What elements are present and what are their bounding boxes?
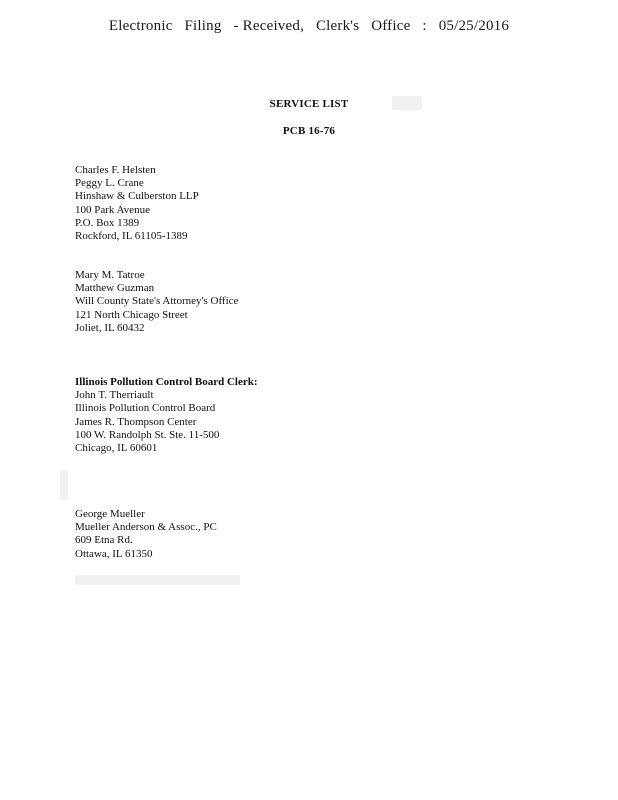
stamp-colon: : xyxy=(422,18,427,34)
recipient-heading: Illinois Pollution Control Board Clerk: xyxy=(75,376,258,388)
address-line: Joliet, IL 60432 xyxy=(75,321,145,334)
recipient-block xyxy=(75,508,217,561)
scan-artifact xyxy=(60,470,68,500)
stamp-filing: Filing xyxy=(184,18,222,34)
address-line: Rockford, IL 61105-1389 xyxy=(75,230,188,243)
address-line: 609 Etna Rd. xyxy=(75,534,133,547)
address-line: George Mueller xyxy=(75,508,145,520)
recipient-block xyxy=(75,269,238,335)
recipient-block xyxy=(75,164,199,243)
address-line: Charles F. Helsten xyxy=(75,164,156,176)
address-line: Hinshaw & Culberston LLP xyxy=(75,190,199,203)
stamp-office: Office xyxy=(371,18,411,34)
scan-artifact xyxy=(75,575,240,585)
address-line: P.O. Box 1389 xyxy=(75,216,140,229)
address-line: Mary M. Tatroe xyxy=(75,269,145,281)
address-line: James R. Thompson Center xyxy=(75,415,197,428)
address-line: Ottawa, IL 61350 xyxy=(75,547,153,560)
address-line: Illinois Pollution Control Board xyxy=(75,402,216,415)
document-title: SERVICE LIST xyxy=(269,98,349,110)
stamp-clerks: Clerk's xyxy=(315,18,360,34)
stamp-received: - Received, xyxy=(233,18,305,34)
stamp-electronic: Electronic xyxy=(108,18,173,34)
recipient-block xyxy=(75,376,258,455)
address-line: John T. Therriault xyxy=(75,389,154,402)
address-line: Peggy L. Crane xyxy=(75,177,144,190)
address-line: Will County State's Attorney's Office xyxy=(75,295,239,308)
address-line: Chicago, IL 60601 xyxy=(75,442,158,455)
address-line: 100 W. Randolph St. Ste. 11-500 xyxy=(75,428,220,441)
address-line: Matthew Guzman xyxy=(75,282,155,295)
stamp-date: 05/25/2016 xyxy=(438,18,510,34)
address-line: Mueller Anderson & Assoc., PC xyxy=(75,521,217,534)
filing-stamp xyxy=(0,18,618,35)
scan-artifact xyxy=(392,96,422,110)
address-line: 100 Park Avenue xyxy=(75,203,150,216)
case-number: PCB 16-76 xyxy=(282,125,336,137)
address-line: 121 North Chicago Street xyxy=(75,308,188,321)
